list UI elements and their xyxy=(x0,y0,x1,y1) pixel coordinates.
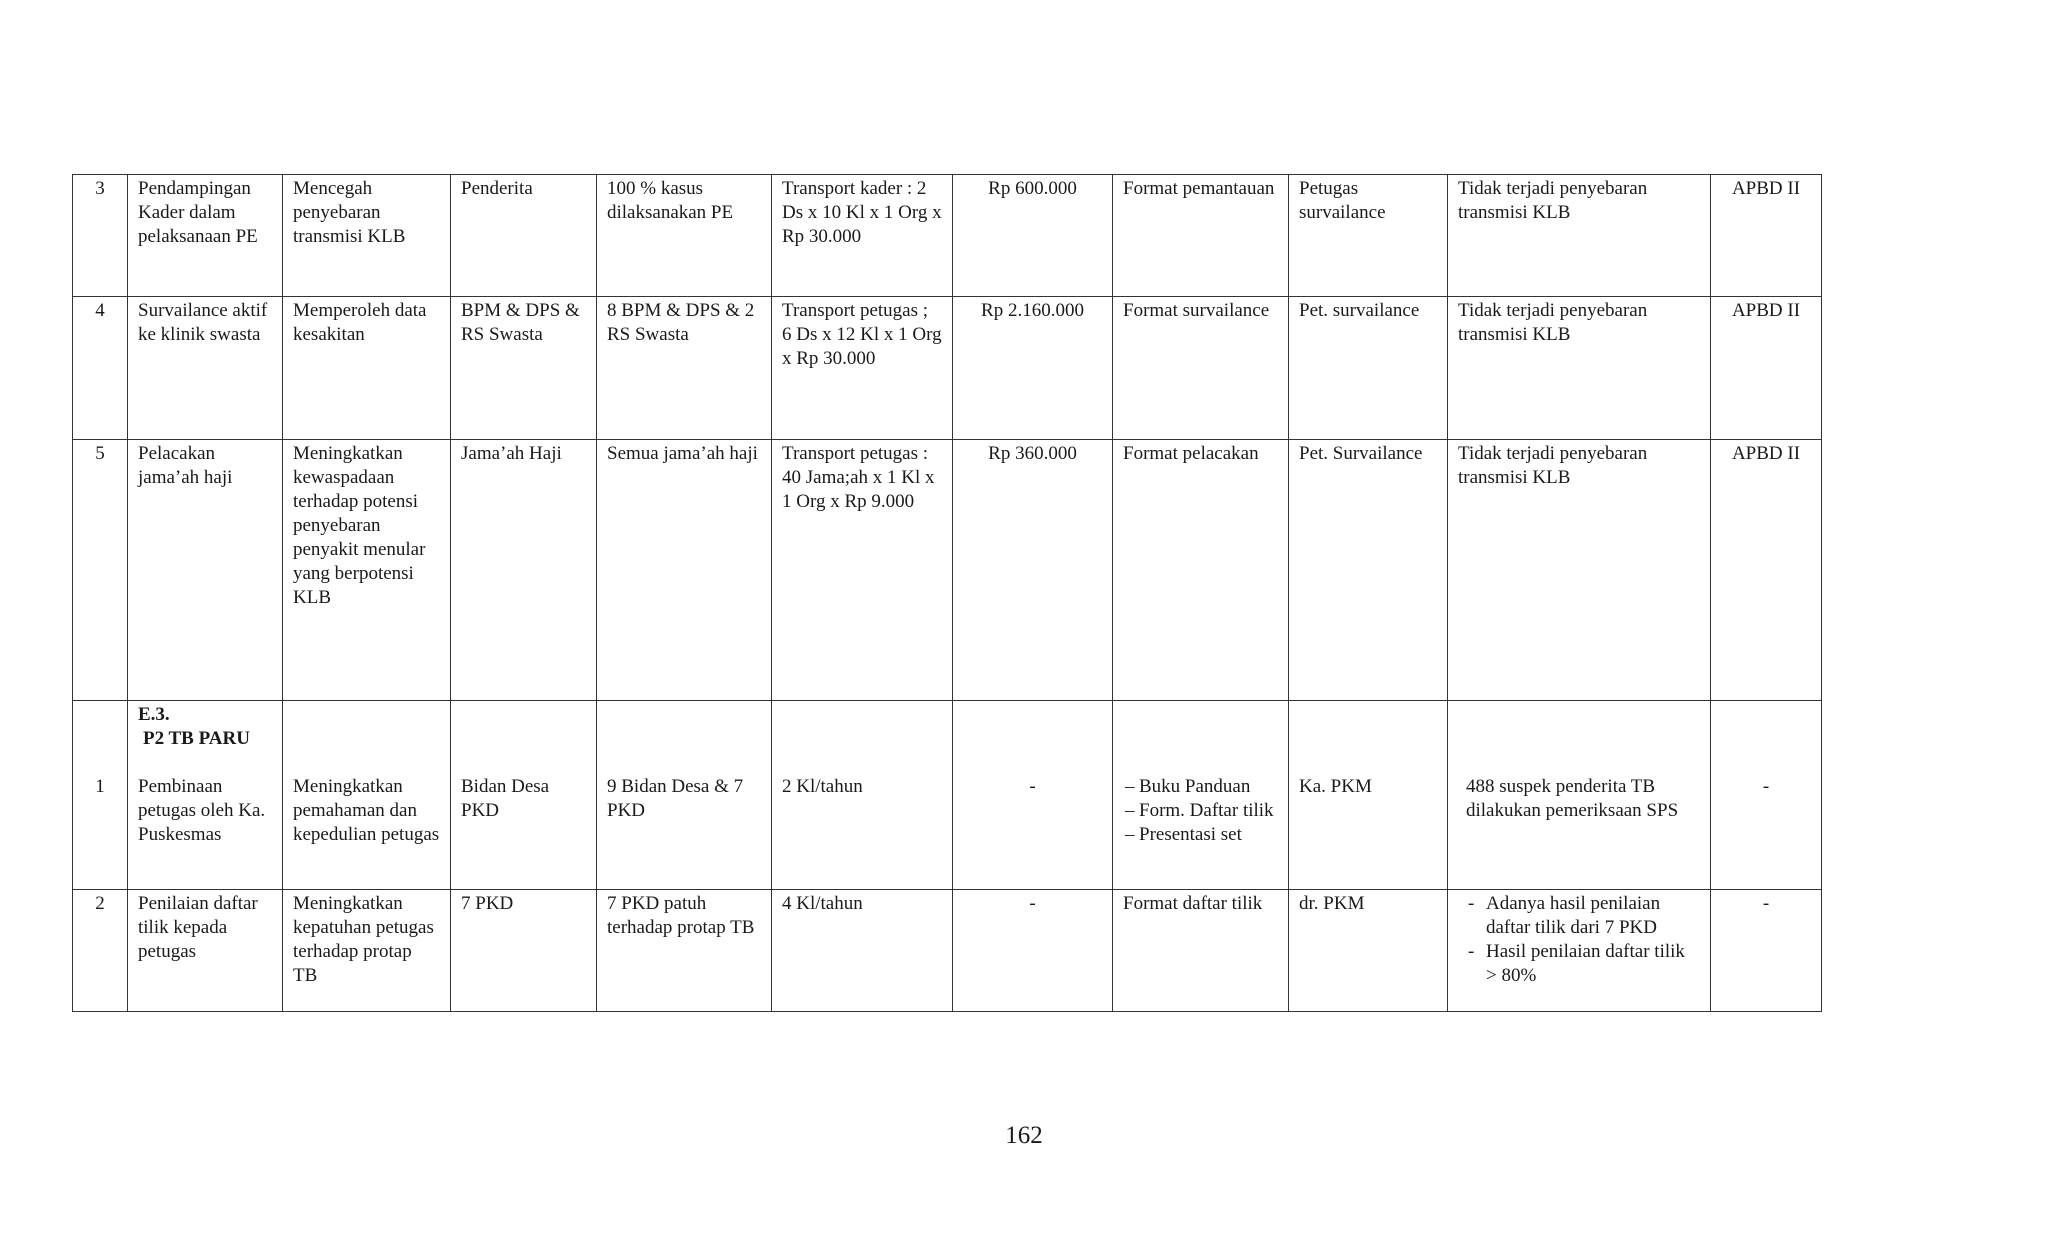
cost-cell: Rp 2.160.000 xyxy=(953,297,1113,440)
target-cell: Jama’ah Haji xyxy=(451,440,597,701)
detail-cell: 4 Kl/tahun xyxy=(772,890,953,1012)
detail-cell: Transport kader : 2 Ds x 10 Kl x 1 Org x Rp 30.000 xyxy=(772,175,953,297)
source-cell: - xyxy=(1711,701,1822,890)
list-item: - Adanya hasil penilaian daftar tilik dari 7 PKD xyxy=(1466,892,1700,940)
indicator-cell xyxy=(1448,890,1711,1012)
page-number: 162 xyxy=(1005,1122,1043,1149)
goal-cell: Memperoleh data kesakitan xyxy=(283,297,451,440)
row-number: 3 xyxy=(73,175,128,297)
source-cell: APBD II xyxy=(1711,440,1822,701)
row-number: 1 xyxy=(73,701,128,890)
activity-cell: Pendampingan Kader dalam pelaksanaan PE xyxy=(128,175,283,297)
detail-cell: Transport petugas : 40 Jama;ah x 1 Kl x 1 Org x Rp 9.000 xyxy=(772,440,953,701)
activity-table xyxy=(72,174,1822,1012)
volume-cell: 7 PKD patuh terhadap protap TB xyxy=(597,890,772,1012)
source-cell: APBD II xyxy=(1711,297,1822,440)
cost-cell: - xyxy=(953,701,1113,890)
source-cell: APBD II xyxy=(1711,175,1822,297)
goal-cell: Meningkatkan kewaspadaan terhadap potensi penyebaran penyakit menular yang berpotensi KLB xyxy=(283,440,451,701)
officer-cell: Pet. survailance xyxy=(1289,297,1448,440)
volume-cell: 100 % kasus dilaksanakan PE xyxy=(597,175,772,297)
cost-cell: Rp 360.000 xyxy=(953,440,1113,701)
list-item: – Form. Daftar tilik xyxy=(1123,799,1278,823)
section-title: P2 TB PARU xyxy=(143,728,250,749)
activity-cell: Penilaian daftar tilik kepada petugas xyxy=(128,890,283,1012)
activity-cell: Pelacakan jama’ah haji xyxy=(128,440,283,701)
section-code: E.3. xyxy=(138,704,170,725)
indicator-cell xyxy=(1448,701,1711,890)
goal-cell: Mencegah penyebaran transmisi KLB xyxy=(283,175,451,297)
tool-list xyxy=(1123,775,1278,847)
row-number: 4 xyxy=(73,297,128,440)
table-row xyxy=(73,890,1822,1012)
goal-cell: Meningkatkan pemahaman dan kepedulian petugas xyxy=(283,701,451,890)
volume-cell: Semua jama’ah haji xyxy=(597,440,772,701)
goal-cell: Meningkatkan kepatuhan petugas terhadap protap TB xyxy=(283,890,451,1012)
list-item: - Hasil penilaian daftar tilik > 80% xyxy=(1466,940,1700,988)
volume-cell: 8 BPM & DPS & 2 RS Swasta xyxy=(597,297,772,440)
volume-cell: 9 Bidan Desa & 7 PKD xyxy=(597,701,772,890)
table-row xyxy=(73,701,1822,890)
indicator-text: 488 suspek penderita TB dilakukan pemeriksaan SPS xyxy=(1466,776,1679,821)
tool-cell: Format pemantauan xyxy=(1113,175,1289,297)
indicator-list xyxy=(1458,892,1700,988)
officer-cell: Petugas survailance xyxy=(1289,175,1448,297)
officer-cell: dr. PKM xyxy=(1289,890,1448,1012)
officer-cell: Ka. PKM xyxy=(1289,701,1448,890)
target-cell: BPM & DPS & RS Swasta xyxy=(451,297,597,440)
row-number: 5 xyxy=(73,440,128,701)
target-cell: 7 PKD xyxy=(451,890,597,1012)
row-number: 2 xyxy=(73,890,128,1012)
target-cell: Bidan Desa PKD xyxy=(451,701,597,890)
cost-cell: - xyxy=(953,890,1113,1012)
indicator-cell: Tidak terjadi penyebaran transmisi KLB xyxy=(1448,297,1711,440)
list-item: – Buku Panduan xyxy=(1123,775,1278,799)
tool-cell: Format pelacakan xyxy=(1113,440,1289,701)
table-row xyxy=(73,175,1822,297)
activity-text: Pembinaan petugas oleh Ka. Puskesmas xyxy=(138,776,266,845)
indicator-cell: Tidak terjadi penyebaran transmisi KLB xyxy=(1448,440,1711,701)
list-item: – Presentasi set xyxy=(1123,823,1278,847)
activity-cell: Survailance aktif ke klinik swasta xyxy=(128,297,283,440)
table-row xyxy=(73,297,1822,440)
source-cell: - xyxy=(1711,890,1822,1012)
tool-cell: Format daftar tilik xyxy=(1113,890,1289,1012)
detail-cell: Transport petugas ; 6 Ds x 12 Kl x 1 Org x Rp 30.000 xyxy=(772,297,953,440)
tool-cell: Format survailance xyxy=(1113,297,1289,440)
activity-cell xyxy=(128,701,283,890)
indicator-cell: Tidak terjadi penyebaran transmisi KLB xyxy=(1448,175,1711,297)
detail-cell: 2 Kl/tahun xyxy=(772,701,953,890)
officer-cell: Pet. Survailance xyxy=(1289,440,1448,701)
cost-cell: Rp 600.000 xyxy=(953,175,1113,297)
tool-cell xyxy=(1113,701,1289,890)
target-cell: Penderita xyxy=(451,175,597,297)
table-row xyxy=(73,440,1822,701)
